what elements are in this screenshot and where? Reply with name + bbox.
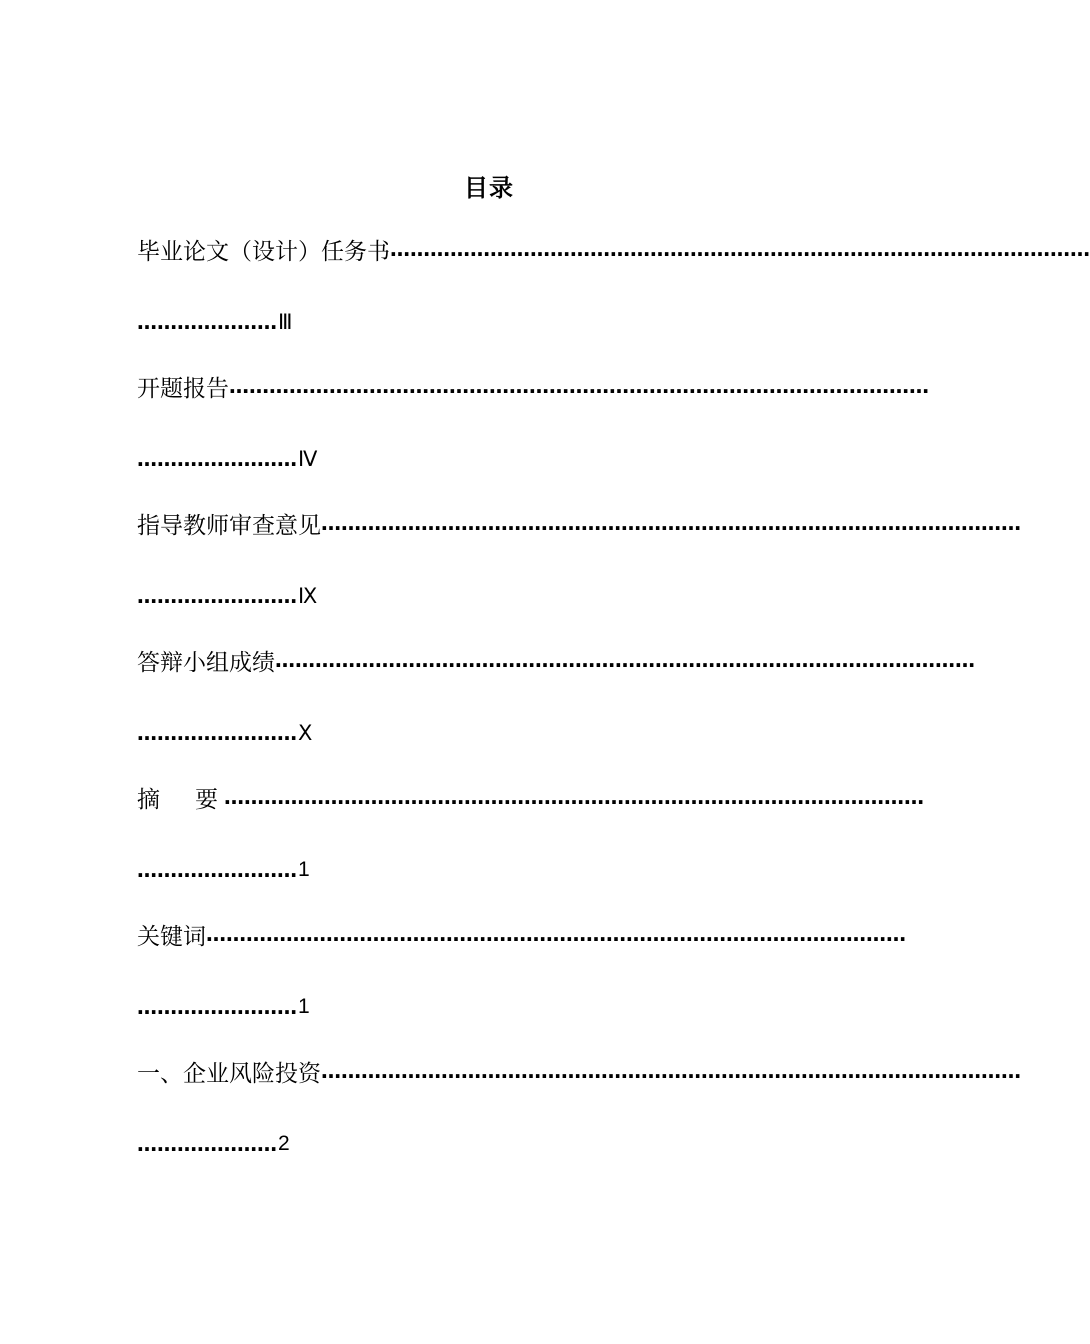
toc-entry-label: 摘 要 — [137, 786, 224, 813]
dot-leader: …………………………………………………………………………………………… — [229, 374, 929, 398]
dot-leader: …………………………………………………………………………………………… — [206, 922, 906, 946]
dot-leader: ………………… — [137, 1132, 277, 1156]
toc-entry-label: 毕业论文（设计）任务书 — [137, 238, 390, 265]
toc-entry-label: 一、企业风险投资 — [137, 1060, 321, 1087]
toc-entry-label: 答辩小组成绩 — [137, 649, 275, 676]
toc-entry-label: 关键词 — [137, 923, 206, 950]
dot-leader: …………………………………………………………………………………………… — [275, 648, 975, 672]
toc-entry-label: 开题报告 — [137, 375, 229, 402]
toc-title: 目录 — [464, 174, 514, 202]
toc-entry-page: Ⅸ — [298, 584, 318, 608]
dot-leader: …………………………………………………………………………………………… — [321, 1059, 1021, 1083]
dot-leader: …………………… — [137, 721, 297, 745]
dot-leader: …………………………………………………………………………………………… — [390, 237, 1090, 261]
dot-leader: …………………… — [137, 584, 297, 608]
dot-leader: …………………………………………………………………………………………… — [224, 785, 924, 809]
dot-leader: ………………… — [137, 310, 277, 334]
dot-leader: …………………… — [137, 858, 297, 882]
toc-entry-page: 2 — [278, 1132, 290, 1155]
toc-entry-page: Ⅹ — [298, 721, 313, 745]
dot-leader: …………………………………………………………………………………………… — [321, 511, 1021, 535]
toc-entry-page: 1 — [298, 858, 310, 881]
toc-entry-page: Ⅳ — [298, 447, 318, 471]
dot-leader: …………………… — [137, 447, 297, 471]
toc-entry-page: Ⅲ — [278, 310, 293, 334]
dot-leader: …………………… — [137, 995, 297, 1019]
toc-entry-label: 指导教师审查意见 — [137, 512, 321, 539]
toc-entry-page: 1 — [298, 995, 310, 1018]
